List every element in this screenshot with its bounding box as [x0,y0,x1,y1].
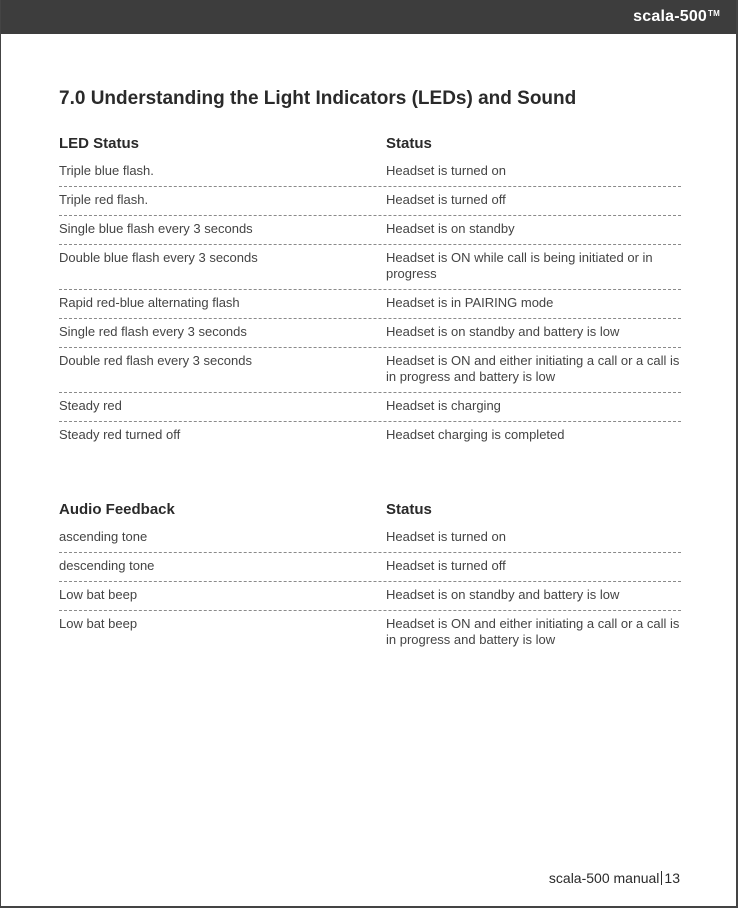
page-number: 13 [664,870,680,886]
audio-table-header [59,494,681,524]
audio-meaning: Headset is ON and either initiating a call or a call is in progress and battery is low [386,616,680,647]
table-row [59,392,681,421]
audio-indicator: descending tone [59,558,155,573]
table-row [59,581,681,610]
led-meaning: Headset is ON while call is being initiated or in progress [386,250,653,281]
table-row [59,215,681,244]
led-meaning: Headset charging is completed [386,427,565,442]
table-row [59,524,681,552]
table-row [59,186,681,215]
audio-meaning: Headset is on standby and battery is low [386,587,620,602]
led-indicator: Steady red [59,398,122,413]
audio-indicator: Low bat beep [59,616,138,631]
led-indicator: Triple blue flash. [59,163,154,178]
page-title: 7.0 Understanding the Light Indicators (LEDs) and Sound [59,88,577,109]
audio-indicator: Low bat beep [59,587,138,602]
led-status-heading: LED Status [59,134,140,152]
status-heading: Status [386,500,432,518]
audio-indicator: ascending tone [59,529,148,544]
led-meaning: Headset is in PAIRING mode [386,295,554,310]
led-indicator: Double red flash every 3 seconds [59,353,252,368]
audio-feedback-table [59,494,681,655]
table-row [59,421,681,450]
audio-meaning: Headset is turned on [386,529,506,544]
manual-name: scala-500 manual [548,870,660,886]
audio-meaning: Headset is turned off [386,558,506,573]
table-row [59,610,681,655]
table-row [59,552,681,581]
status-heading: Status [386,134,432,152]
led-indicator: Single blue flash every 3 seconds [59,221,253,236]
led-meaning: Headset is ON and either initiating a call or a call is in progress and battery is low [386,353,680,384]
table-row [59,318,681,347]
led-indicator: Rapid red-blue alternating flash [59,295,240,310]
header-bar [1,0,736,34]
led-meaning: Headset is turned off [386,192,506,207]
led-table-header [59,128,681,158]
led-meaning: Headset is on standby and battery is low [386,324,620,339]
table-row [59,244,681,289]
led-meaning: Headset is on standby [386,221,515,236]
audio-feedback-heading: Audio Feedback [59,500,175,518]
table-row [59,347,681,392]
table-row [59,158,681,186]
led-meaning: Headset is turned on [386,163,506,178]
brand-name [633,8,720,26]
brand-text: scala-500 [633,8,708,25]
led-status-table [59,128,681,450]
led-indicator: Steady red turned off [59,427,181,442]
trademark-mark: TM [708,9,720,18]
page-footer [549,870,680,886]
led-indicator: Double blue flash every 3 seconds [59,250,258,265]
led-indicator: Single red flash every 3 seconds [59,324,247,339]
table-row [59,289,681,318]
footer-divider [661,871,662,885]
led-indicator: Triple red flash. [59,192,149,207]
led-meaning: Headset is charging [386,398,501,413]
